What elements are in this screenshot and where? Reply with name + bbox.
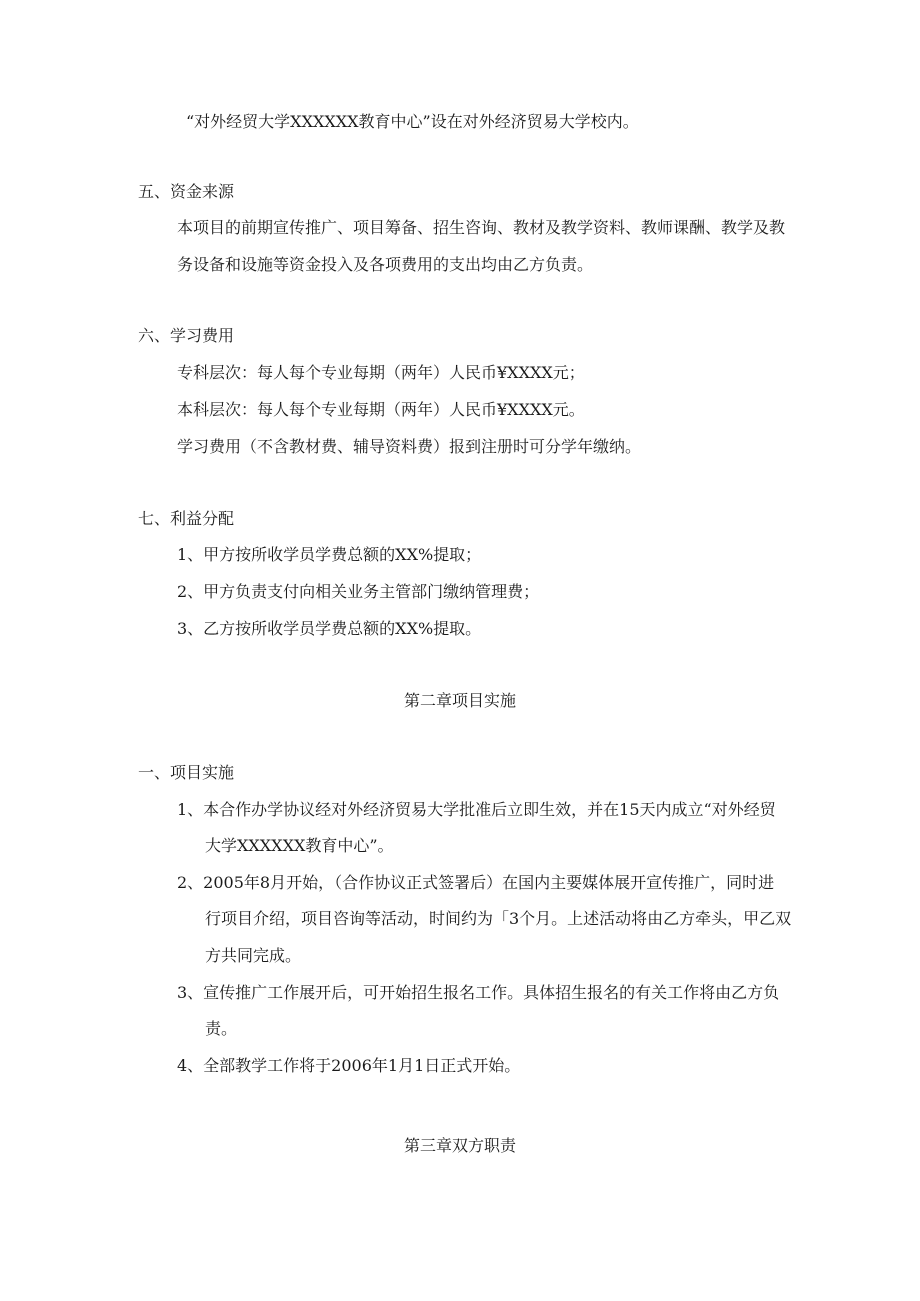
chapter2-item4: 4、全部教学工作将于2006年1月1日正式开始。 xyxy=(177,1056,521,1075)
section5-para-line1: 本项目的前期宣传推广、项目筹备、招生咨询、教材及教学资料、教师课酬、教学及教 xyxy=(177,218,786,237)
chapter2-item1-line2: 大学XXXXXX教育中心”。 xyxy=(205,836,394,855)
chapter2-item1-line1: 1、本合作办学协议经对外经济贸易大学批准后立即生效，并在15天内成立“对外经贸 xyxy=(177,800,776,819)
section7-item: 1、甲方按所收学员学费总额的XX%提取； xyxy=(177,545,482,564)
section7-heading: 七、利益分配 xyxy=(138,509,235,528)
section6-item: 专科层次：每人每个专业每期（两年）人民币¥XXXX元； xyxy=(177,363,585,382)
chapter3-title: 第三章双方职责 xyxy=(403,1136,516,1155)
chapter2-item2-line1: 2、2005年8月开始，（合作协议正式签署后）在国内主要媒体展开宣传推广，同时进 xyxy=(177,873,775,892)
section6-item: 本科层次：每人每个专业每期（两年）人民币¥XXXX元。 xyxy=(177,400,585,419)
section7-item: 2、甲方负责支付向相关业务主管部门缴纳管理费； xyxy=(177,582,540,601)
chapter2-item2-line3: 方共同完成。 xyxy=(205,946,302,965)
section5-para-line2: 务设备和设施等资金投入及各项费用的支出均由乙方负责。 xyxy=(177,255,594,274)
chapter2-heading: 一、项目实施 xyxy=(138,763,235,782)
chapter2-item3-line1: 3、宣传推广工作展开后，可开始招生报名工作。具体招生报名的有关工作将由乙方负 xyxy=(177,983,780,1002)
intro-location: “对外经贸大学XXXXXX教育中心”设在对外经济贸易大学校内。 xyxy=(186,112,639,131)
chapter2-item2-line2: 行项目介绍，项目咨询等活动，时间约为「3个月。上述活动将由乙方牵头，甲乙双 xyxy=(205,909,792,928)
chapter2-title: 第二章项目实施 xyxy=(403,691,516,710)
section7-item: 3、乙方按所收学员学费总额的XX%提取。 xyxy=(177,619,482,638)
section6-item: 学习费用（不含教材费、辅导资料费）报到注册时可分学年缴纳。 xyxy=(177,437,642,456)
section6-heading: 六、学习费用 xyxy=(138,326,235,345)
section5-heading: 五、资金来源 xyxy=(138,182,235,201)
chapter2-item3-line2: 责。 xyxy=(205,1019,238,1038)
